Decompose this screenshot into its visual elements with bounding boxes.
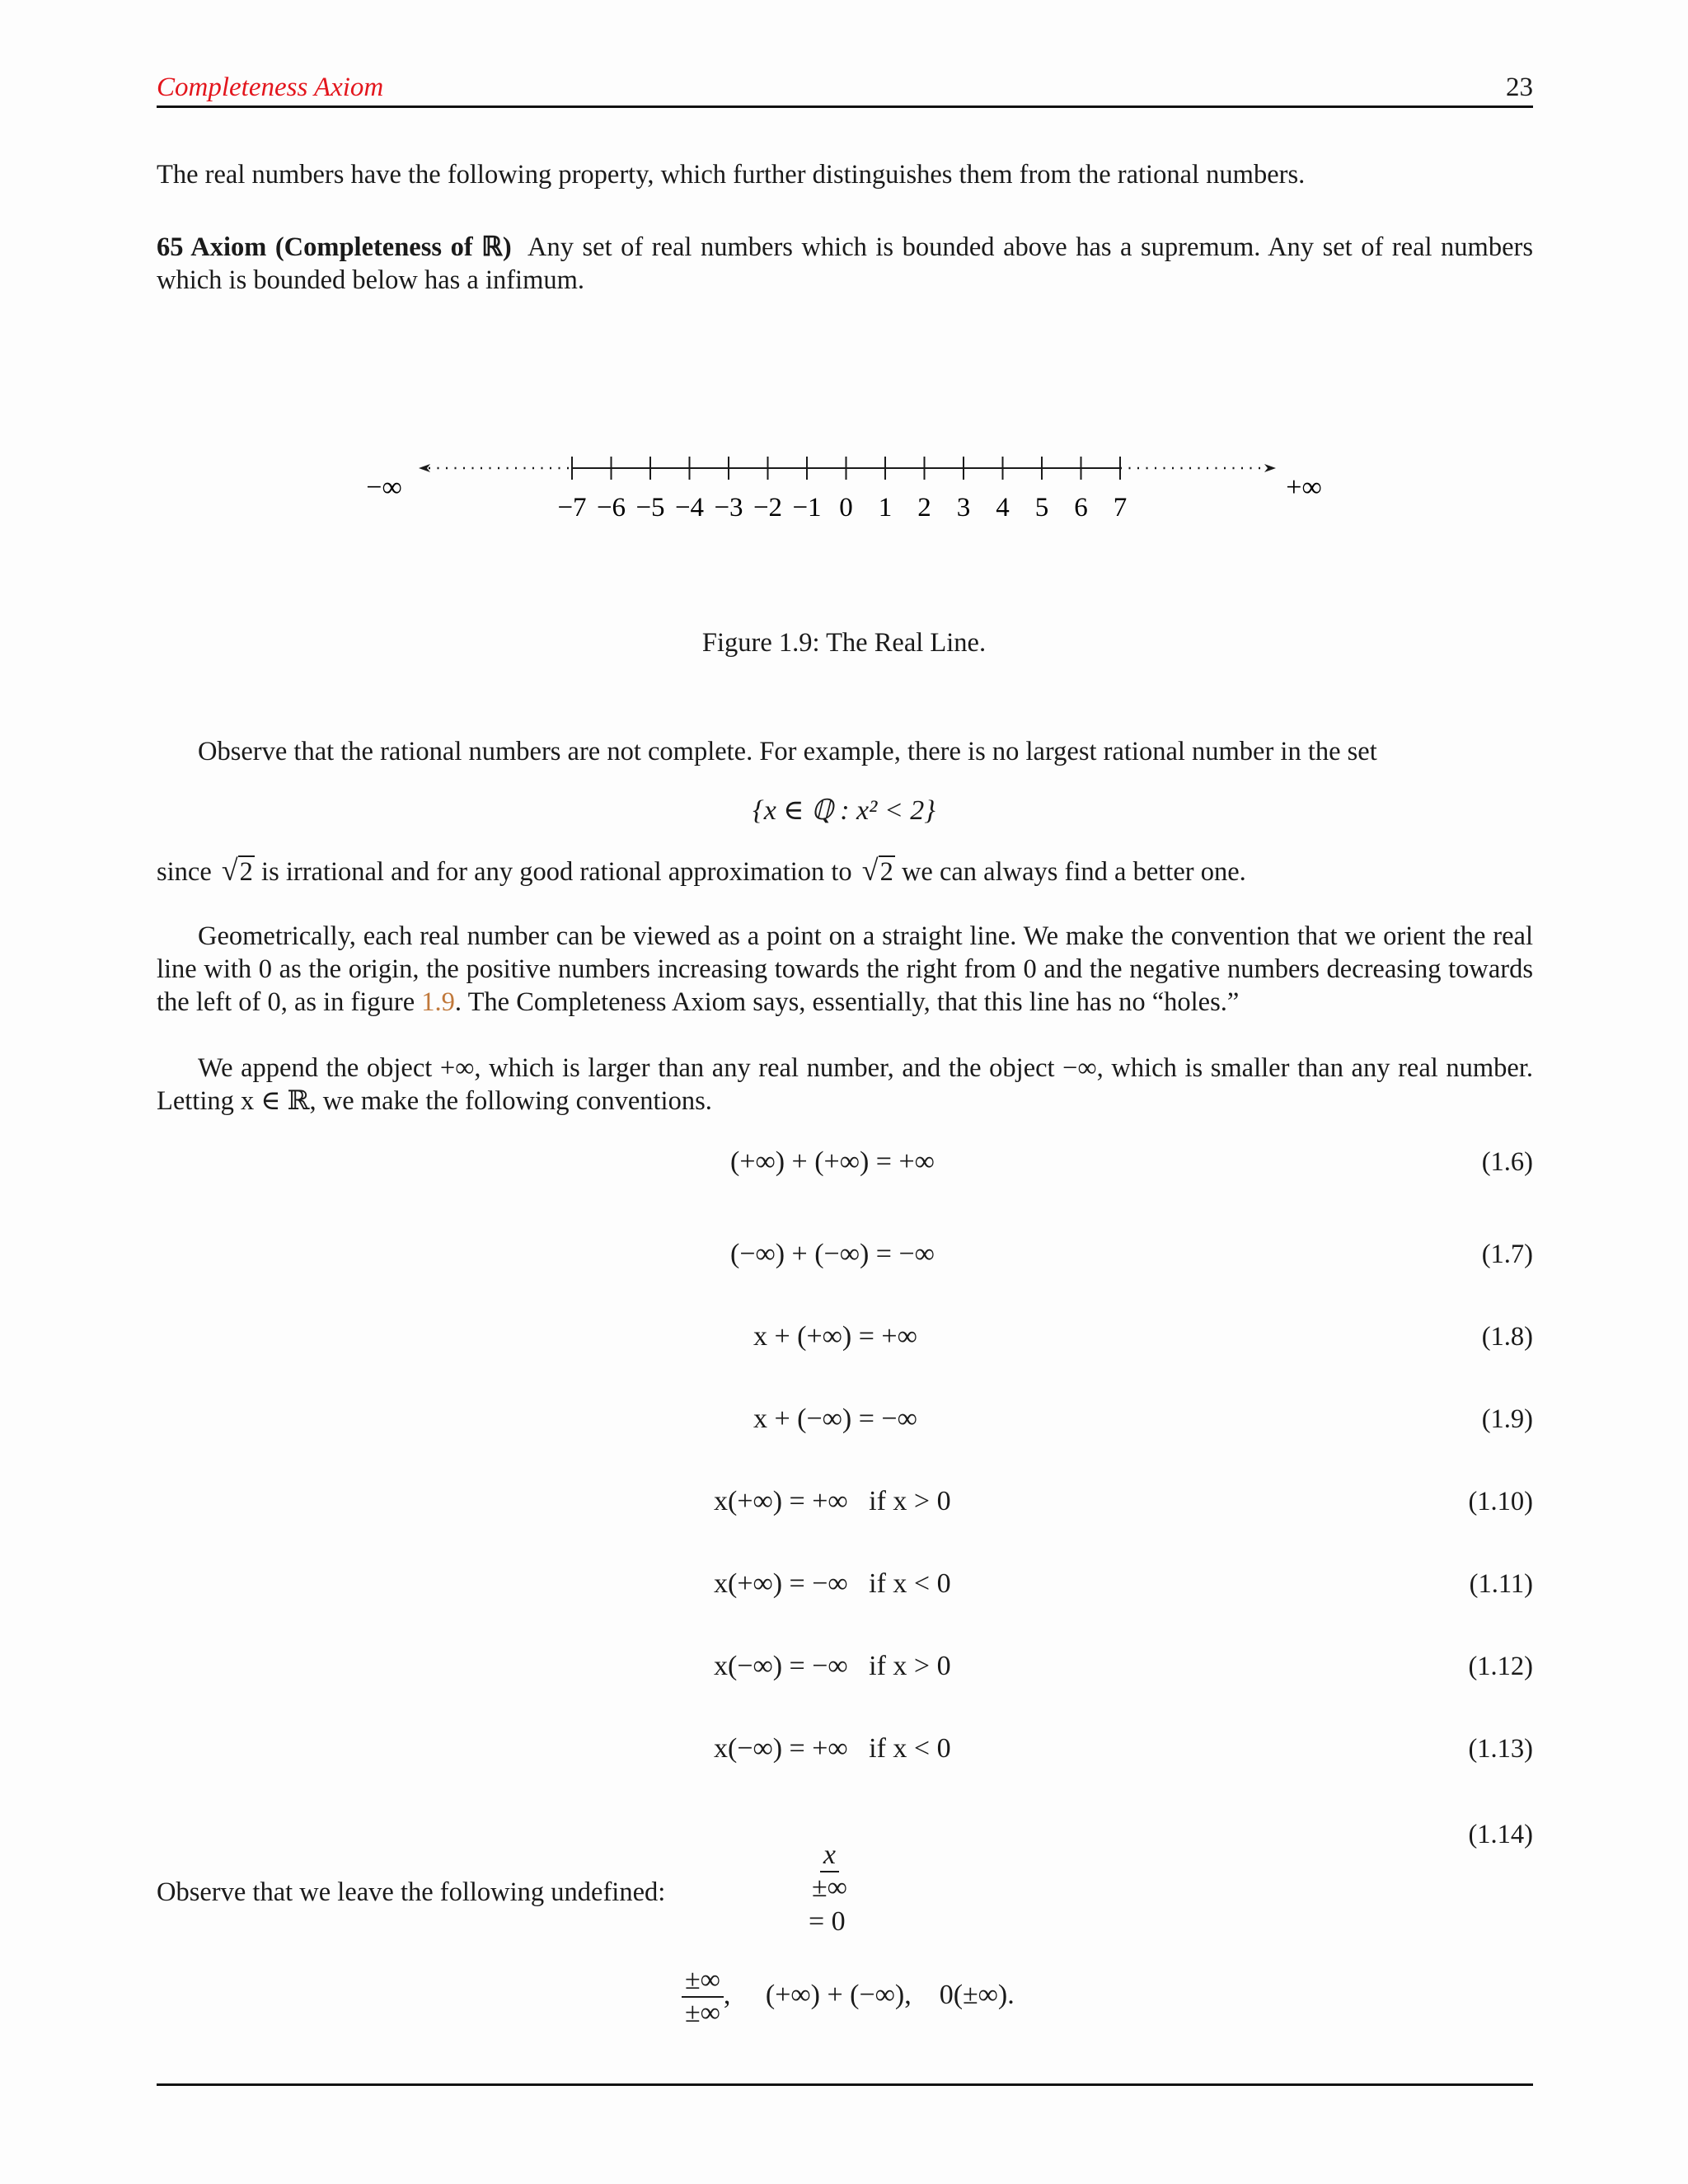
- tick-label: −3: [714, 493, 743, 523]
- intro-paragraph: The real numbers have the following property, which further distinguishes them from the rational numbers.: [157, 160, 1306, 190]
- axiom-label: 65 Axiom (Completeness of ℝ): [157, 232, 512, 262]
- undefined-intro: Observe that we leave the following undefined:: [157, 1877, 666, 1907]
- tick-label: −7: [557, 493, 587, 523]
- equation-body: x(+∞) = −∞ if x < 0: [714, 1568, 951, 1599]
- sqrt-2-second: √2: [861, 854, 893, 887]
- tick-label: 4: [996, 493, 1010, 523]
- tick-label: 0: [839, 493, 853, 523]
- equation-number: (1.9): [1481, 1404, 1533, 1434]
- tick-label: 1: [878, 493, 893, 523]
- running-head: [157, 71, 1533, 104]
- equation-body: x(+∞) = +∞ if x > 0: [714, 1486, 951, 1516]
- axiom-paragraph: [157, 231, 1533, 297]
- equation-number: (1.13): [1468, 1734, 1533, 1764]
- real-line-figure: [0, 445, 1688, 560]
- set-display: {x ∈ ℚ : x² < 2}: [753, 795, 935, 826]
- equation-body: x(−∞) = −∞ if x > 0: [714, 1651, 951, 1681]
- tick-label: 7: [1113, 493, 1128, 523]
- tick-label: 6: [1074, 493, 1088, 523]
- observe-rational-paragraph: Observe that the rational numbers are not complete. For example, there is no largest rational number in the set: [198, 737, 1377, 766]
- since-a: since: [157, 857, 212, 887]
- equation-number: (1.7): [1481, 1240, 1533, 1269]
- append-paragraph: We append the object +∞, which is larger than any real number, and the object −∞, which is smaller than any real number. Letting x ∈ ℝ, we make the following conventions.: [157, 1053, 1533, 1116]
- neg-inf-label: −∞: [366, 472, 402, 503]
- pos-inf-label: +∞: [1286, 472, 1322, 503]
- equation-number: (1.12): [1468, 1652, 1533, 1681]
- tick-label: −6: [596, 493, 626, 523]
- equation-number: (1.10): [1468, 1487, 1533, 1516]
- figure-reference-link[interactable]: 1.9: [421, 987, 455, 1017]
- fraction-rhs: = 0: [809, 1906, 846, 1937]
- figure-caption: Figure 1.9: The Real Line.: [701, 628, 987, 658]
- undefined-rest: , (+∞) + (−∞), 0(±∞).: [723, 1979, 1015, 2010]
- since-c: we can always find a better one.: [901, 857, 1246, 887]
- tick-label: 5: [1034, 493, 1049, 523]
- tick-layer: [419, 457, 1276, 523]
- tick-label: 2: [917, 493, 931, 523]
- footer-rule: [157, 2083, 1533, 2086]
- arrow-left: [419, 464, 430, 472]
- since-b: is irrational and for any good rational approximation to: [261, 857, 852, 887]
- tick-label: −5: [635, 493, 665, 523]
- tick-label: 3: [956, 493, 971, 523]
- equation-number: (1.11): [1469, 1569, 1533, 1599]
- equation-body: x + (−∞) = −∞: [753, 1404, 917, 1434]
- undefined-expressions: [668, 1929, 1015, 2029]
- equation-number-1-14: (1.14): [1468, 1820, 1533, 1849]
- equation-body: x + (+∞) = +∞: [753, 1321, 917, 1352]
- tick-label: −2: [753, 493, 783, 523]
- running-title: Completeness Axiom: [157, 73, 384, 102]
- axiom-text: Any set of real numbers which is bounded above has a supremum. Any set of real numbers which is bounded below has a infimum.: [157, 232, 1533, 295]
- tick-label: −4: [674, 493, 705, 523]
- undefined-fraction: $\frac{\pm\infty}{\pm\infty}$: [682, 1965, 724, 2029]
- fraction-x-over-inf: $\frac{x}{\pm\infty}$: [812, 1840, 847, 1903]
- equation-body: (−∞) + (−∞) = −∞: [730, 1239, 935, 1269]
- equation-body: x(−∞) = +∞ if x < 0: [714, 1733, 951, 1764]
- page-number: 23: [1506, 73, 1533, 102]
- equation-body: (+∞) + (+∞) = +∞: [730, 1146, 935, 1177]
- arrow-right: [1264, 464, 1276, 472]
- geometric-paragraph: Geometrically, each real number can be viewed as a point on a straight line. We make the convention that we orient the real line with 0 as the origin, the positive numbers increasing towards the right from 0 and the negative numbers decreasing towards the left of 0, as in figure 1.9. The Completeness Axiom says, essentially, that this line has no “holes.”: [157, 921, 1533, 1017]
- sqrt-2-first: √2: [221, 854, 253, 887]
- equation-number: (1.8): [1481, 1322, 1533, 1352]
- equation-number: (1.6): [1481, 1147, 1533, 1177]
- equation-fraction: [795, 1803, 851, 1940]
- header-rule: [157, 105, 1533, 108]
- tick-label: −1: [792, 493, 822, 523]
- since-paragraph: [157, 854, 1533, 888]
